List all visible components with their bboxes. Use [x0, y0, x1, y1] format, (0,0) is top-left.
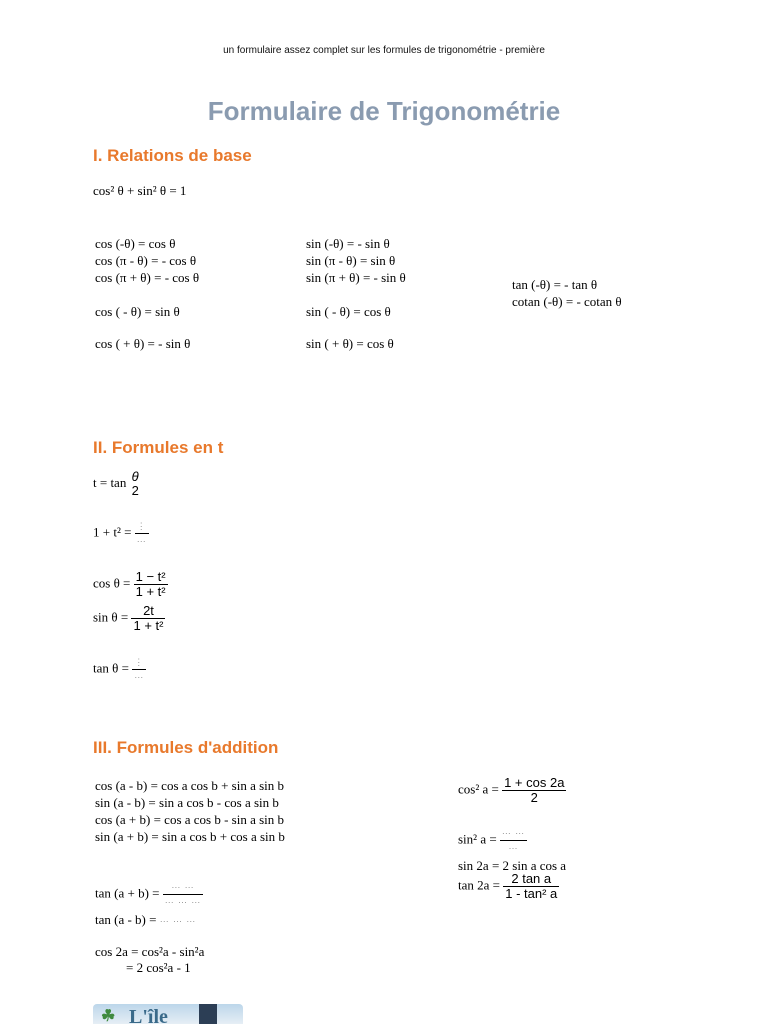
- tan-theta-formula: [93, 655, 146, 684]
- fraction-numerator: ⋮: [135, 519, 149, 534]
- cos-theta-fraction: [134, 570, 168, 599]
- section-heading-addition: III. Formules d'addition: [93, 738, 279, 757]
- tan-diff-label: tan (a - b) =: [95, 912, 157, 927]
- page-title: Formulaire de Trigonométrie: [207, 96, 561, 126]
- cos-2a-line2: = 2 cos²a - 1: [126, 960, 191, 975]
- pythagorean-identity: cos² θ + sin² θ = 1: [93, 183, 187, 198]
- sin-squared-label: sin² a =: [458, 831, 497, 847]
- fraction-denominator: 2: [131, 483, 139, 498]
- cos-squared-label: cos² a =: [458, 781, 499, 797]
- sin-identity: sin (π + θ) = - sin θ: [306, 270, 406, 285]
- fraction-numerator: 2 tan a: [503, 872, 559, 887]
- addition-formula: cos (a - b) = cos a cos b + sin a sin b: [95, 778, 285, 793]
- sin-identity: sin (π - θ) = sin θ: [306, 253, 396, 268]
- fraction-denominator: ⋯ ⋯ ⋯: [164, 897, 202, 907]
- fraction-numerator: 1 − t²: [135, 569, 166, 584]
- sin-identity: sin ( + θ) = cos θ: [306, 336, 394, 351]
- tan-identity: tan (-θ) = - tan θ: [512, 277, 598, 292]
- fraction-numerator: ⋯ ⋯: [163, 880, 204, 895]
- site-logo[interactable]: [93, 1004, 243, 1024]
- addition-formula: sin (a - b) = sin a cos b - cos a sin b: [95, 795, 279, 810]
- sin-identity: sin (-θ) = - sin θ: [306, 236, 390, 251]
- fraction-numerator: 2t: [131, 604, 165, 619]
- theta-over-2-fraction: [130, 470, 141, 498]
- cos-squared-fraction: [502, 776, 566, 805]
- addition-formula: sin (a + b) = sin a cos b + cos a sin b: [95, 829, 285, 844]
- cos-identity: cos ( + θ) = - sin θ: [95, 336, 191, 351]
- cos-identities: [95, 236, 199, 353]
- cos-theta-label: cos θ =: [93, 575, 131, 591]
- fraction-denominator: ⋯: [136, 536, 147, 546]
- cotan-identity: cotan (-θ) = - cotan θ: [512, 294, 622, 309]
- cos-theta-formula: [93, 570, 168, 599]
- cos-2a-formula: [95, 944, 204, 976]
- tan-2a-label: tan 2a =: [458, 877, 500, 893]
- addition-formula: cos (a + b) = cos a cos b - sin a sin b: [95, 812, 285, 827]
- cos-identity: cos (π + θ) = - cos θ: [95, 270, 200, 285]
- header-note: un formulaire assez complet sur les formules de trigonométrie - première: [223, 45, 545, 56]
- one-plus-t2-label: 1 + t² =: [93, 524, 132, 540]
- sin-squared-formula: [458, 826, 527, 855]
- tan-sum-label: tan (a + b) =: [95, 885, 160, 901]
- one-plus-t2-fraction: [135, 519, 149, 548]
- fraction-denominator: ⋯: [508, 843, 519, 853]
- sin-theta-fraction: [131, 604, 165, 633]
- tan-theta-fraction: [132, 655, 146, 684]
- cos-2a-line1: cos 2a = cos²a - sin²a: [95, 944, 205, 959]
- cos-squared-formula: [458, 776, 566, 805]
- tan-identities: [512, 277, 622, 311]
- sin-2a-formula: sin 2a = 2 sin a cos a: [458, 858, 567, 873]
- sin-identity: sin ( - θ) = cos θ: [306, 304, 391, 319]
- sin-theta-formula: [93, 604, 165, 633]
- fraction-denominator: 1 + t²: [135, 584, 166, 599]
- tan-sum-formula: [95, 880, 203, 909]
- cos-identity: cos ( - θ) = sin θ: [95, 304, 180, 319]
- section-heading-formules-t: II. Formules en t: [93, 438, 224, 457]
- sin-squared-fraction: [500, 826, 527, 855]
- sin-theta-label: sin θ =: [93, 609, 129, 625]
- fraction-denominator: 2: [530, 790, 538, 805]
- t-def-label: t = tan: [93, 474, 127, 490]
- fraction-numerator: θ: [131, 469, 139, 484]
- one-plus-t2-formula: [93, 519, 149, 548]
- fraction-denominator: 1 + t²: [133, 618, 164, 633]
- tan-2a-formula: [458, 872, 559, 901]
- fraction-denominator: 1 - tan² a: [505, 886, 558, 901]
- book-icon: [199, 1004, 217, 1024]
- sin-identities: [306, 236, 406, 353]
- tan-theta-label: tan θ =: [93, 660, 129, 676]
- fraction-denominator: ⋯: [134, 672, 145, 682]
- logo-text: L'île: [129, 1006, 168, 1024]
- tan-diff-fraction: ⋯ ⋯ ⋯: [159, 916, 197, 926]
- tan-sum-fraction: [163, 880, 204, 909]
- tan-2a-fraction: [503, 872, 559, 901]
- fraction-numerator: ⋮: [132, 655, 146, 670]
- t-definition: [93, 470, 141, 498]
- fraction-numerator: ⋯ ⋯: [500, 826, 527, 841]
- tan-diff-formula: [95, 912, 196, 929]
- addition-formulas: [95, 778, 285, 846]
- cos-identity: cos (-θ) = cos θ: [95, 236, 176, 251]
- section-heading-relations: I. Relations de base: [93, 146, 252, 165]
- fraction-numerator: 1 + cos 2a: [504, 775, 565, 790]
- cos-identity: cos (π - θ) = - cos θ: [95, 253, 197, 268]
- palm-tree-icon: ☘: [101, 1008, 116, 1024]
